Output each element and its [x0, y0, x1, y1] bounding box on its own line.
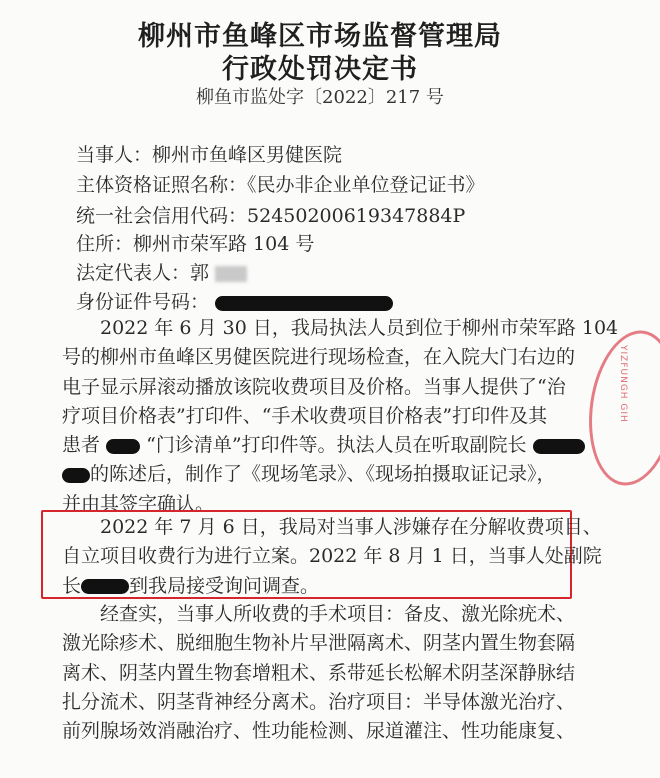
para1-line: 电子显示屏滚动播放该院收费项目及价格。当事人提供了“治 — [62, 375, 566, 398]
para3-line: 离术、阴茎内置生物套增粗术、系带延长松解术阴茎深静脉结 — [62, 661, 576, 684]
legal-rep-line — [76, 258, 247, 285]
address-value: 柳州市荣军路 104 号 — [133, 233, 315, 255]
stamp-text: YIZFUNGH GIH — [618, 345, 628, 423]
party-label: 当事人： — [76, 144, 153, 166]
document-title-line2: 行政处罚决定书 — [222, 54, 418, 85]
para1-line — [62, 431, 622, 460]
para1-text: 的陈述后，制作了《现场笔录》、《现场拍摄取证记录》， — [90, 463, 556, 486]
para3-line: 前列腺场效消融治疗、性功能检测、尿道灌注、性功能康复、 — [62, 720, 576, 743]
redacted-id-number — [215, 296, 393, 311]
party-value: 柳州市鱼峰区男健医院 — [152, 144, 343, 166]
id-number-label: 身份证件号码： — [76, 291, 210, 313]
id-number-line — [76, 287, 393, 314]
para1-line: 2022 年 6 月 30 日，我局执法人员到位于柳州市荣军路 104 — [62, 317, 619, 339]
party-line — [76, 140, 342, 167]
cert-value: 《民办非企业单位登记证书》 — [247, 174, 485, 196]
redacted-patient-name — [106, 439, 140, 454]
para2-line: 自立项目收费行为进行立案。2022 年 8 月 1 日，当事人处副院 — [62, 545, 602, 568]
credit-code-label: 统一社会信用代码： — [76, 205, 248, 227]
para1-line: 并由其签字确认。 — [62, 492, 215, 515]
para3-line: 经查实，当事人所收费的手术项目：备皮、激光除疣术、 — [62, 603, 576, 625]
para1-line: 号的柳州市鱼峰区男健医院进行现场检查，在入院大门右边的 — [62, 346, 576, 369]
legal-rep-label: 法定代表人： — [76, 262, 191, 284]
legal-rep-value: 郭 — [190, 262, 210, 284]
cert-line — [76, 170, 485, 197]
para2-line — [62, 572, 622, 601]
paragraph-findings — [62, 600, 622, 746]
document-title-line1: 柳州市鱼峰区市场监督管理局 — [138, 21, 502, 52]
document-number: 柳鱼市监处字〔2022〕217 号 — [196, 87, 444, 108]
redacted-vice-president-name — [81, 579, 129, 594]
para3-line: 激光除疹术、脱细胞生物补片早泄隔离术、阴茎内置生物套隔 — [62, 632, 576, 655]
redacted-vice-president-name — [533, 439, 585, 454]
cert-label: 主体资格证照名称： — [76, 174, 248, 196]
para1-text: 患者 — [62, 434, 101, 457]
blurred-name — [215, 266, 247, 282]
para3-line: 扎分流术、阴茎背神经分离术。治疗项目：半导体激光治疗、 — [62, 690, 576, 713]
para1-line: 疗项目价格表”打印件、“手术收费项目价格表”打印件及其 — [62, 404, 548, 427]
address-label: 住所： — [76, 233, 134, 255]
para1-line — [62, 460, 622, 489]
credit-code-value: 52450200619347884P — [247, 205, 466, 227]
para2-text: 长 — [62, 574, 82, 597]
credit-code-line — [76, 201, 465, 228]
para2-text: 到我局接受询问调查。 — [129, 574, 320, 597]
para1-text: “门诊清单”打印件等。执法人员在听取副院长 — [146, 434, 527, 457]
address-line — [76, 229, 314, 256]
paragraph-case-filing — [62, 513, 622, 601]
paragraph-inspection — [62, 314, 622, 519]
redacted-name — [62, 468, 90, 483]
para2-line: 2022 年 7 月 6 日，我局对当事人涉嫌存在分解收费项目、 — [62, 516, 602, 538]
